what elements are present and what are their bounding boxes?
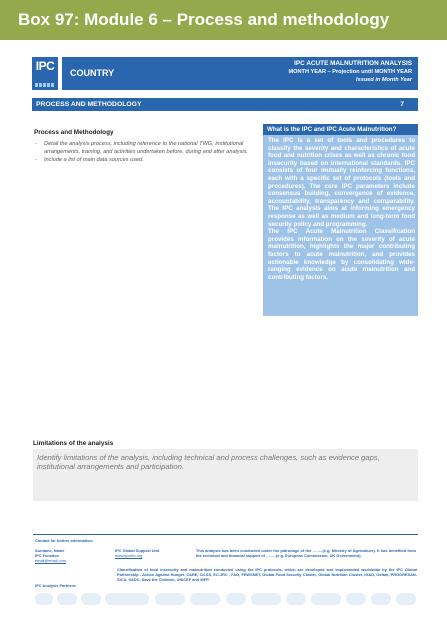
analysis-title: IPC ACUTE MALNUTRITION ANALYSIS	[294, 60, 412, 67]
info-box-body	[263, 135, 418, 281]
contact-heading: Contact for further information:	[35, 538, 94, 543]
banner-title: Box 97: Module 6 – Process and methodology	[18, 10, 390, 29]
patronage-note: This analysis has been conducted under the patronage of the ……..(e.g. Ministry of Agriculture). It has benefited from the technical and financial support of ……..(e.g. European Commission, UK Government).	[196, 548, 416, 558]
partner-logos	[35, 593, 418, 605]
logo-bars-icon	[35, 83, 55, 87]
partner-logo-placeholder	[81, 593, 101, 605]
partner-logo-placeholder	[396, 593, 416, 605]
partner-logo-placeholder	[190, 593, 220, 605]
partner-logo-placeholder	[311, 593, 341, 605]
page-number: 7	[400, 101, 404, 108]
footer-divider	[33, 534, 418, 535]
partner-logo-placeholder	[226, 593, 246, 605]
ipc-logo	[32, 57, 58, 90]
section-title-bar	[32, 98, 418, 111]
process-bullet-list	[34, 141, 256, 164]
classification-note: Classification of food insecurity and malnutrition conducted using the IPC protocols, which are developed and implemented worldwide by the IPC Global Partnership - Action Against Hunger, CARE, CILSS, EC-JRC , FAO, FEWSNET, Global Food Security Cluster, Global Nutrition Cluster, IGAD, Oxfam, PROGRESAN-SICA, SADC, Save the Children, UNICEF and WFP.	[117, 567, 417, 582]
page-banner	[0, 0, 447, 40]
gsu-name: IPC Global Support Unit	[115, 548, 160, 553]
contact-block	[35, 548, 105, 563]
partner-logo-placeholder	[155, 593, 185, 605]
logo-text: IPC	[35, 59, 55, 73]
header-bar	[62, 57, 418, 90]
partners-label: IPC Analysis Partners:	[35, 583, 77, 588]
ipc-info-box	[263, 124, 418, 316]
list-item: - Detail the analysis process, including reference to the national TWG, institutional arrangements, training, and activities undertaken before, during and after analysis.	[34, 141, 256, 157]
partner-logo-placeholder	[57, 593, 77, 605]
country-label: COUNTRY	[70, 68, 115, 78]
gsu-block	[115, 548, 175, 558]
contact-email-link[interactable]: email@email.com	[35, 558, 66, 563]
contact-name: Surname, Name	[35, 548, 65, 553]
process-heading: Process and Methodology	[34, 129, 114, 136]
partner-logo-placeholder	[251, 593, 281, 605]
partner-logo-placeholder	[286, 593, 306, 605]
partner-logo-placeholder	[105, 593, 149, 605]
contact-role: IPC Function	[35, 553, 59, 558]
gsu-website-link[interactable]: www.ipcinfo.org	[115, 553, 143, 558]
partner-logo-placeholder	[346, 593, 366, 605]
info-paragraph: The IPC is a set of tools and procedures to classify the severity and characteristics of acute food and nutrition crises as well as chronic food insecurity based on international standards. IPC consists of four mutually reinforcing functions, each with a specific set of protocols (tools and procedures). The core IPC parameters include consensus building, convergence of evidence, accountability, transparency and comparability. The IPC analysis aims at informing emergency response as well as medium and long-term food security policy and programming.	[268, 137, 415, 228]
list-item: - Include a list of main data sources used.	[34, 157, 256, 165]
info-box-title: What is the IPC and IPC Acute Malnutrition?	[263, 124, 418, 135]
limitations-heading: Limitations of the analysis	[33, 440, 114, 447]
info-paragraph: The IPC Acute Malnutrition Classification provides information on the severity of acute malnutrition, highlights the major contributing factors to acute malnutrition, and provides actionable knowledge by consolidating wide-ranging evidence on acute malnutrition and contributing factors.	[268, 228, 415, 281]
limitations-box	[33, 449, 418, 501]
header-info	[289, 60, 413, 84]
partner-logo-placeholder	[371, 593, 391, 605]
limitations-text: Identify limitations of the analysis, including technical and process challenges, such as evidence gaps, institutional arrangements and participation.	[37, 453, 380, 472]
report-header	[32, 57, 418, 90]
partner-logo-placeholder	[35, 593, 53, 605]
analysis-period: MONTH YEAR – Projection until MONTH YEAR	[288, 69, 412, 75]
section-title: PROCESS AND METHODOLOGY	[36, 101, 142, 108]
issue-date: Issued in Month Year	[356, 77, 412, 83]
